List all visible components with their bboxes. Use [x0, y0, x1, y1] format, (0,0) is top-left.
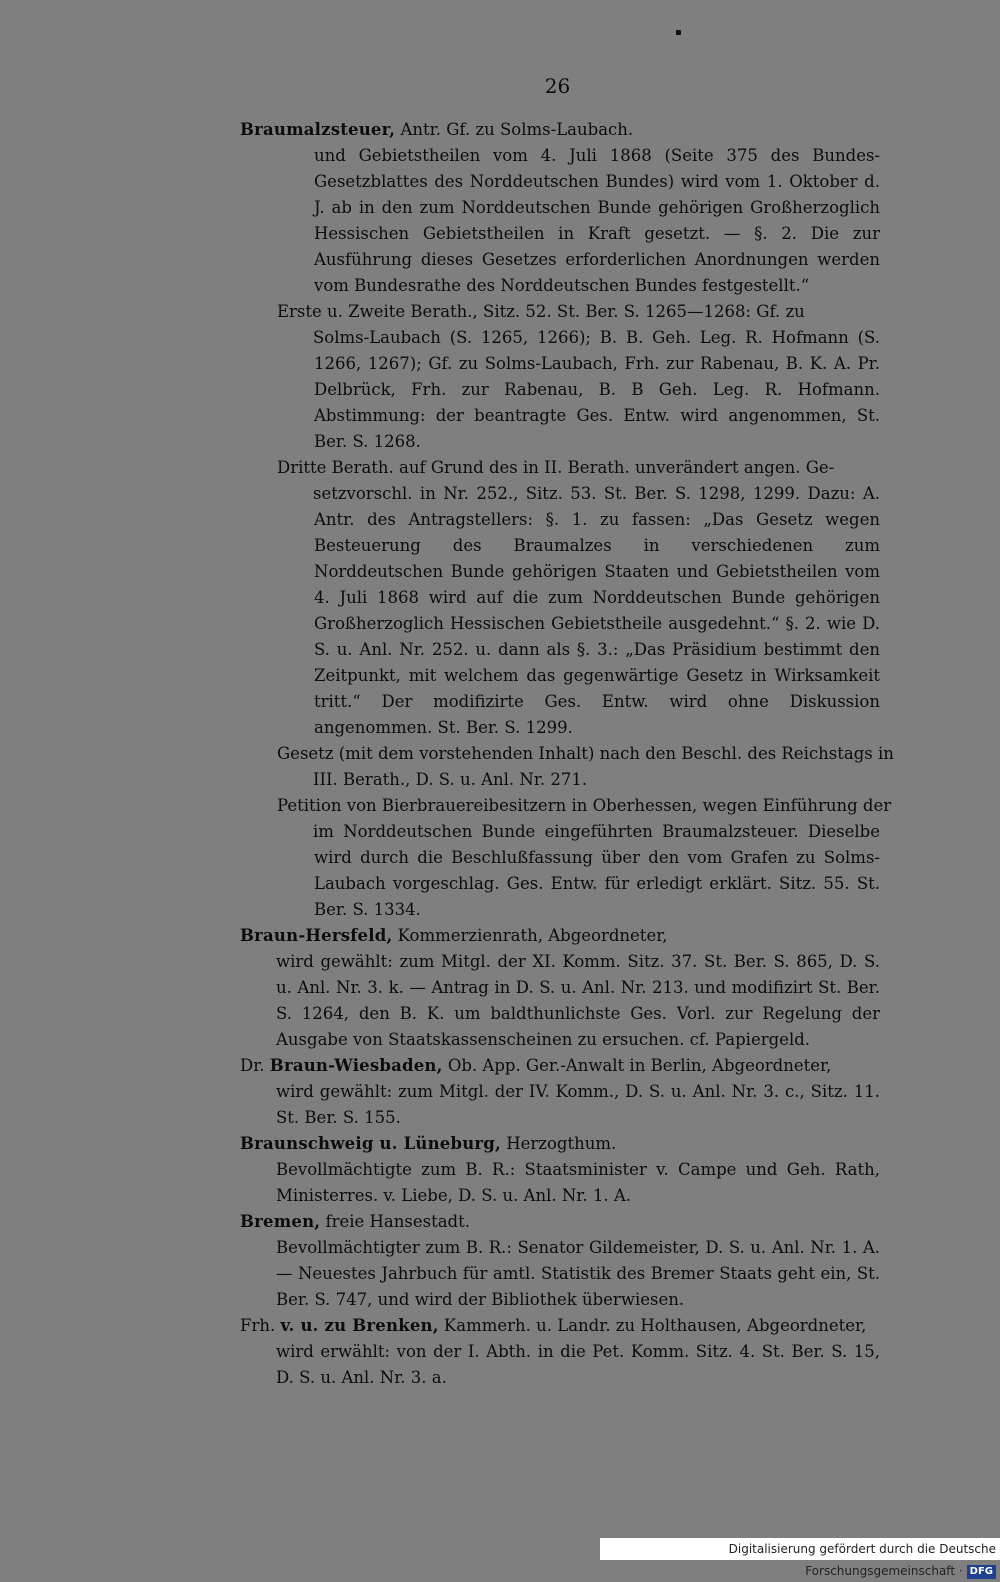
entry-lemma: Bremen,: [240, 1212, 321, 1231]
entry-body: Bevollmächtigter zum B. R.: Senator Gildemeister, D. S. u. Anl. Nr. 1. A. — Neuestes Jahrbuch für amtl. Statistik des Bremer Staats geht ein, St. Ber. S. 747, und wird der Bibliothek überwiesen.: [276, 1238, 880, 1309]
dfg-logo: DFG: [967, 1565, 996, 1579]
entry-lemma: Braunschweig u. Lüneburg,: [240, 1134, 501, 1153]
entry-body: wird gewählt: zum Mitgl. der IV. Komm., D. S. u. Anl. Nr. 3. c., Sitz. 11. St. Ber. S. 155.: [276, 1082, 880, 1127]
entry-body: wird gewählt: zum Mitgl. der XI. Komm. Sitz. 37. St. Ber. S. 865, D. S. u. Anl. Nr. 3. k. — Antrag in D. S. u. Anl. Nr. 213. und modifizirt St. Ber. S. 1264, den B. K. um baldthunlichste Ges. Vorl. zur Regelung der Ausgabe von Staatskassenscheinen zu ersuchen. cf. Papiergeld.: [276, 952, 880, 1049]
entry-body: wird erwählt: von der I. Abth. in die Pet. Komm. Sitz. 4. St. Ber. S. 15, D. S. u. Anl. Nr. 3. a.: [276, 1342, 880, 1387]
entry-lemma: Braumalzsteuer,: [240, 120, 396, 139]
sub-entry: [277, 741, 894, 793]
entry-brenken: [240, 1313, 880, 1391]
sub-entry-first-line: Petition von Bierbrauereibesitzern in Oberhessen, wegen Einführung der: [277, 796, 892, 815]
entry-heading: [240, 1313, 880, 1339]
entry-braumalzsteuer: [240, 117, 894, 923]
sub-entry: [277, 793, 892, 923]
sub-entry-continuation: setzvorschl. in Nr. 252., Sitz. 53. St. Ber. S. 1298, 1299. Dazu: A. Antr. des Antragstellers: §. 1. zu fassen: „Das Gesetz wegen Besteuerung des Braumalzes in verschiedenen zum Norddeutschen Bunde gehörigen Staaten und Gebietstheilen vom 4. Juli 1868 wird auf die zum Norddeutschen Bunde gehörigen Großherzoglich Hessischen Gebietstheile ausgedehnt.“ §. 2. wie D. S. u. Anl. Nr. 252. u. dann als §. 3.: „Das Präsidium bestimmt den Zeitpunkt, mit welchem das gegenwärtige Gesetz in Wirksamkeit tritt.“ Der modifizirte Ges. Entw. wird ohne Diskussion angenommen. St. Ber. S. 1299.: [313, 484, 880, 737]
funding-footer: [600, 1538, 1000, 1578]
entry-heading: [240, 117, 880, 143]
sub-entry-continuation: Solms-Laubach (S. 1265, 1266); B. B. Geh. Leg. R. Hofmann (S. 1266, 1267); Gf. zu Solms-Laubach, Frh. zur Rabenau, B. K. A. Pr. Delbrück, Frh. zur Rabenau, B. B Geh. Leg. R. Hofmann. Abstimmung: der beantragte Ges. Entw. wird angenommen, St. Ber. S. 1268.: [313, 328, 880, 451]
index-text: [240, 117, 894, 1391]
sub-entry-continuation: III. Berath., D. S. u. Anl. Nr. 271.: [313, 770, 588, 789]
sub-entry-first-line: Dritte Berath. auf Grund des in II. Berath. unverändert angen. Ge-: [277, 458, 835, 477]
sub-entry-continuation: im Norddeutschen Bunde eingeführten Braumalzsteuer. Dieselbe wird durch die Beschlußfassung über den vom Grafen zu Solms-Laubach vorgeschlag. Ges. Entw. für erledigt erklärt. Sitz. 55. St. Ber. S. 1334.: [313, 822, 880, 919]
entry-heading-rest: Herzogthum.: [501, 1134, 617, 1153]
entry-lemma: Braun-Hersfeld,: [240, 926, 393, 945]
entry-heading-rest: freie Hansestadt.: [320, 1212, 470, 1231]
entry-heading: [240, 1131, 880, 1157]
entry-body: und Gebietstheilen vom 4. Juli 1868 (Seite 375 des Bundes-Gesetzblattes des Norddeutschen Bundes) wird vom 1. Oktober d. J. ab in den zum Norddeutschen Bunde gehörigen Großherzoglich Hessischen Gebietstheilen in Kraft gesetzt. — §. 2. Die zur Ausführung dieses Gesetzes erforderlichen Anordnungen werden vom Bundesrathe des Norddeutschen Bundes festgestellt.“: [314, 146, 880, 295]
entry-lemma: Braun-Wiesbaden,: [269, 1056, 443, 1075]
entry-prefix: Dr.: [240, 1056, 270, 1075]
footer-text: Digitalisierung gefördert durch die Deutsche Forschungsgemeinschaft ·: [728, 1542, 996, 1578]
entry-braun-wiesbaden: [240, 1053, 880, 1131]
speck-mark: [676, 30, 681, 35]
page-number: 26: [544, 74, 571, 98]
entry-prefix: Frh.: [240, 1316, 281, 1335]
entry-heading-rest: Ob. App. Ger.-Anwalt in Berlin, Abgeordneter,: [442, 1056, 832, 1075]
entry-bremen: [240, 1209, 880, 1313]
entry-body: Bevollmächtigte zum B. R.: Staatsminister v. Campe und Geh. Rath, Ministerres. v. Liebe, D. S. u. Anl. Nr. 1. A.: [276, 1160, 880, 1205]
entry-heading-rest: Antr. Gf. zu Solms-Laubach.: [395, 120, 634, 139]
entry-lemma: v. u. zu Brenken,: [280, 1316, 439, 1335]
entry-heading: [240, 1053, 880, 1079]
sub-entry: [278, 299, 880, 455]
entry-heading: [240, 1209, 880, 1235]
entry-braun-hersfeld: [240, 923, 880, 1053]
sub-entry-first-line: Erste u. Zweite Berath., Sitz. 52. St. Ber. S. 1265—1268: Gf. zu: [277, 302, 805, 321]
sub-entry-first-line: Gesetz (mit dem vorstehenden Inhalt) nach den Beschl. des Reichstags in: [277, 744, 894, 763]
sub-entry: [278, 455, 880, 741]
entry-heading: [240, 923, 880, 949]
entry-heading-rest: Kommerzienrath, Abgeordneter,: [392, 926, 668, 945]
entry-heading-rest: Kammerh. u. Landr. zu Holthausen, Abgeordneter,: [438, 1316, 867, 1335]
entry-braunschweig: [240, 1131, 880, 1209]
